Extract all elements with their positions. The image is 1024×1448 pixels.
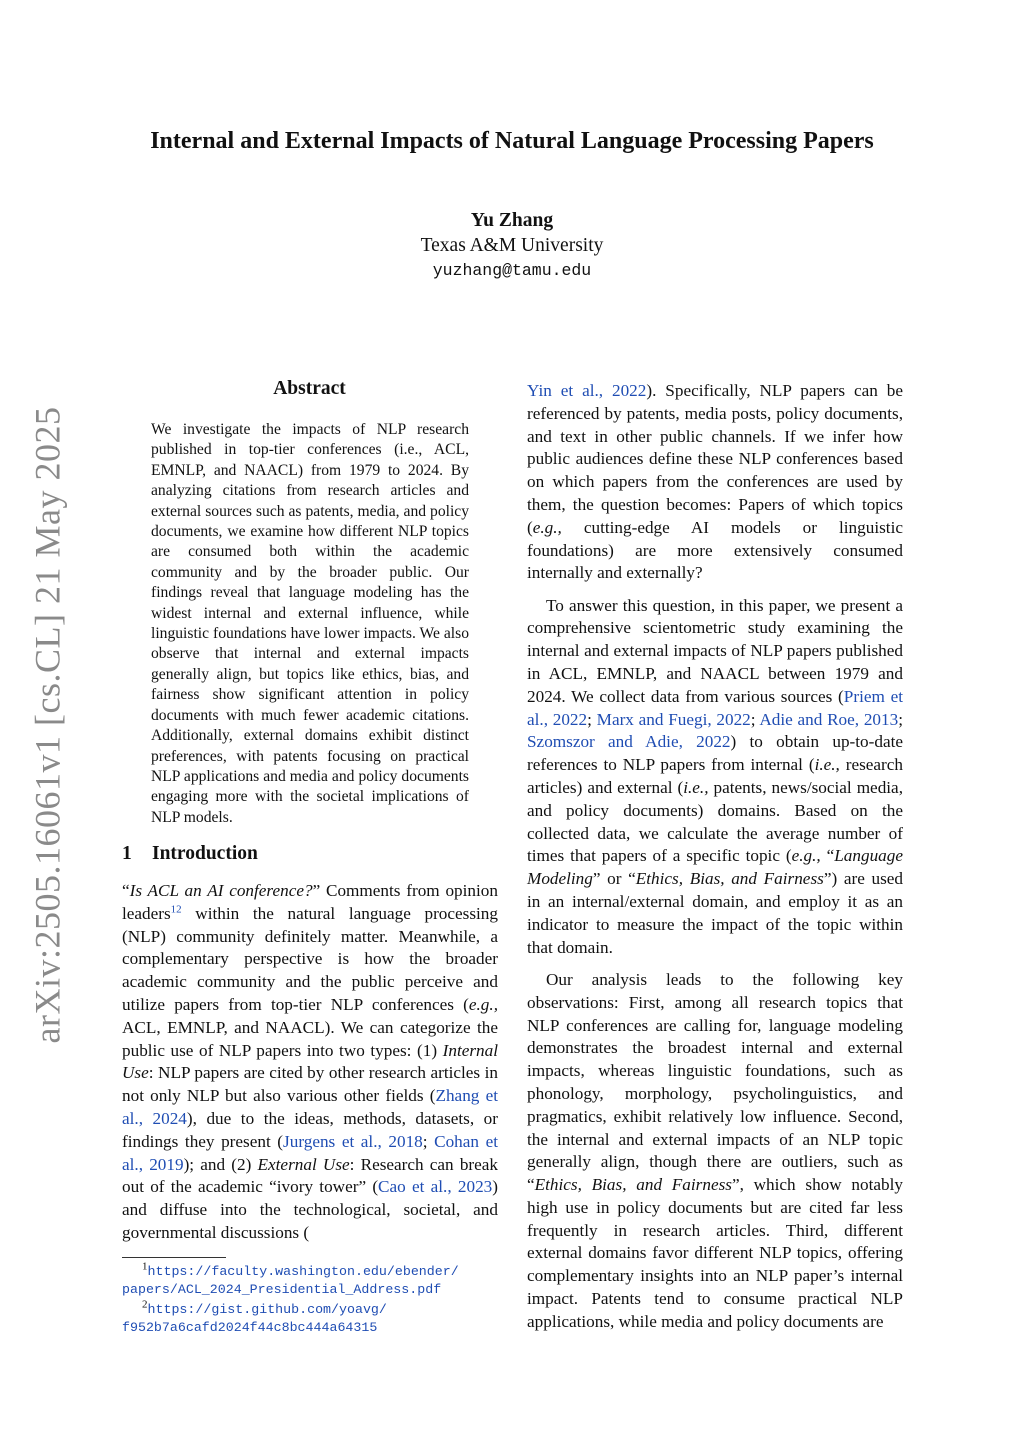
citation-link[interactable]: Szomszor and Adie, 2022 [527, 732, 731, 752]
section-heading-introduction [122, 843, 258, 865]
right-paragraph-3: Our analysis leads to the following key observations: First, among all research topics that NLP conferences are calling for, language modeling demonstrates the broadest internal and external impacts, whereas linguistic foundations, such as phonology, morphology, psycholinguistics, and pragmatics, exhibit relatively low influence. Second, the internal and external impacts of an NLP topic generally align, though there are outliers, such as “Ethics, Bias, and Fairness”, which show notably high use in policy documents but are cited far less frequently in research articles. Third, different external domains favor different NLP topics, offering complementary insights into an NLP paper’s internal impact. Patents tend to consume practical NLP applications, while media and policy documents are [527, 969, 903, 1331]
citation-link[interactable]: Yin et al., 2022 [527, 381, 647, 400]
footnote-1-url[interactable]: https://faculty.washington.edu/ebender/ [147, 1264, 459, 1279]
arxiv-identifier-stamp [22, 406, 72, 1044]
right-column [527, 380, 903, 1334]
section-number: 1 [122, 843, 132, 864]
paper-title: Internal and External Impacts of Natural Language Processing Papers [150, 128, 874, 154]
citation-link[interactable]: Cao et al., 2023 [378, 1177, 493, 1197]
internal-use-term: Internal Use [122, 1040, 498, 1083]
external-use-term: External Use [257, 1154, 350, 1174]
citation-link[interactable]: Zhang et al., 2024 [122, 1086, 498, 1128]
citation-link[interactable]: Jurgens et al., 2018 [283, 1131, 423, 1151]
citation-link[interactable]: Priem et al., 2022 [527, 686, 903, 729]
footnote-marks[interactable]: 12 [170, 903, 182, 916]
footnote-1-url-cont[interactable]: papers/ACL_2024_Presidential_Address.pdf [122, 1282, 442, 1298]
footnotes [122, 1262, 512, 1337]
intro-left-column [122, 880, 498, 1245]
quote-text: Is ACL an AI conference? [129, 881, 313, 900]
abstract-text: We investigate the impacts of NLP research published in top-tier conferences (i.e., ACL, EMNLP, and NAACL) from 1979 to 2024. By analyzing citations from research articles and external sources such as patents, media, and policy documents, we examine how different NLP topics are consumed both within the academic community and by the broader public. Our findings reveal that language modeling has the widest internal and external influence, while linguistic foundations have lower impacts. We also observe that internal and external impacts generally align, but topics like ethics, bias, and fairness show significant attention in policy documents with much fewer academic citations. Additionally, external domains exhibit distinct preferences, with patents focusing on practical NLP applications and media and policy documents engaging more with the societal implications of NLP models. [151, 421, 469, 826]
citation-link[interactable]: Adie and Roe, 2013 [759, 709, 899, 729]
arxiv-stamp-text: arXiv:2505.16061v1 [cs.CL] 21 May 2025 [27, 406, 67, 1044]
footnote-2-url-cont[interactable]: f952b7a6cafd2024f44c8bc444a64315 [122, 1319, 378, 1335]
author-affiliation: Texas A&M University [420, 235, 604, 256]
section-title: Introduction [152, 843, 258, 864]
footnote-2-url[interactable]: https://gist.github.com/yoavg/ [147, 1301, 387, 1317]
author-name: Yu Zhang [470, 210, 554, 231]
right-paragraph-2: To answer this question, in this paper, we present a comprehensive scientometric study examining the internal and external impacts of NLP papers published in ACL, EMNLP, and NAACL between 1979 and 2024. We collect data from various sources (Priem et al., 2022; Marx and Fuegi, 2022; Adie and Roe, 2013; Szomszor and Adie, 2022) to obtain up-to-date references to NLP papers from internal (i.e., research articles) and external (i.e., patents, news/social media, and policy documents) domains. Based on the collected data, we calculate the average number of times that papers of a specific topic (e.g., “Language Modeling” or “Ethics, Bias, and Fairness”) are used in an internal/external domain, and employ it as an indicator to measure the impact of the topic within that domain. [527, 595, 904, 957]
abstract-heading: Abstract [273, 378, 346, 399]
footnote-1-mark: 1 [142, 1260, 148, 1273]
footnote-2-mark: 2 [142, 1298, 148, 1311]
footnote-1-line-1 [122, 1262, 512, 1281]
citation-link[interactable]: Marx and Fuegi, 2022 [596, 709, 751, 729]
right-paragraph-1: Yin et al., 2022). Specifically, NLP papers can be referenced by patents, media posts, policy documents, and text in other public channels. If we infer how public audiences define these NLP conferences based on which papers from the conferences are used by them, the question becomes: Papers of which topics (e.g., cutting-edge AI models or linguistic foundations) are more extensively consumed internally and externally? [527, 381, 903, 583]
author-block [312, 208, 712, 283]
citation-link[interactable]: Cohan et al., 2019 [122, 1131, 498, 1174]
author-email[interactable]: yuzhang@tamu.edu [432, 261, 592, 280]
intro-paragraph-1: “Is ACL an AI conference?” Comments from opinion leaders$^{12}$ within the natural language processing (NLP) community definitely matter. Meanwhile, a complementary perspective is how the broader academic community and the public perceive and utilize papers from top-tier NLP conferences (e.g., ACL, EMNLP, and NAACL). We can categorize the public use of NLP papers into two types: (1) Internal Use: NLP papers are cited by other research articles in not only NLP but also various other fields (Zhang et al., 2024), due to the ideas, methods, datasets, or findings they present (Jurgens et al., 2018; Cohan et al., 2019); and (2) External Use: Research can break out of the academic “ivory tower” (Cao et al., 2023) and diffuse into the technological, societal, and governmental discussions ( [122, 881, 499, 1242]
footnote-divider [122, 1257, 226, 1258]
footnote-2-line-1 [122, 1300, 512, 1319]
